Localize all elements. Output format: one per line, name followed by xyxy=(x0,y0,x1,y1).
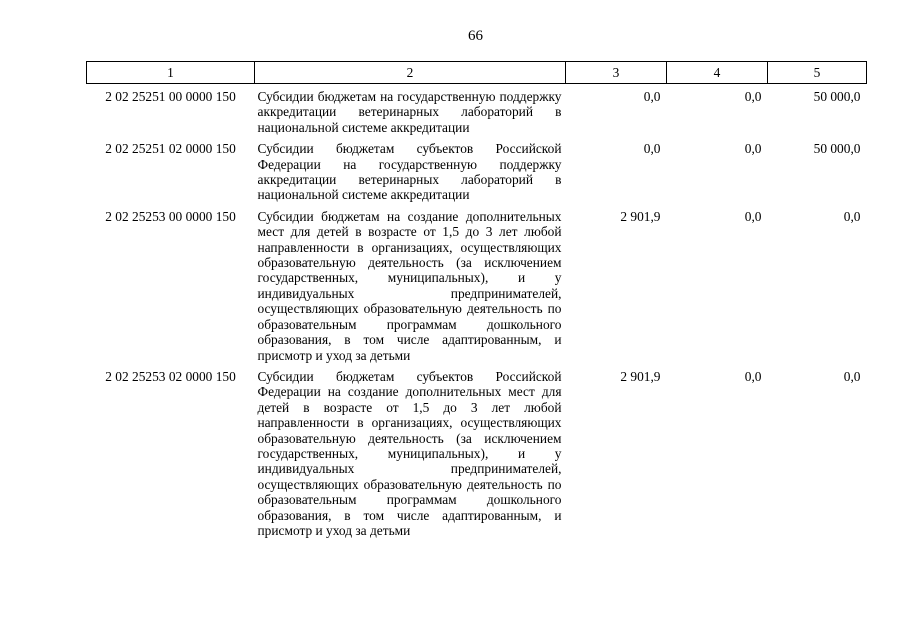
value-col5-cell: 0,0 xyxy=(843,368,861,384)
budget-code-cell: 2 02 25251 02 0000 150 xyxy=(105,141,236,157)
value-col4-cell: 0,0 xyxy=(744,141,762,157)
column-header-1: 1 xyxy=(87,62,255,84)
value-col5-cell: 50 000,0 xyxy=(813,89,861,104)
budget-code-cell: 2 02 25251 00 0000 150 xyxy=(105,89,236,104)
budget-code-cell: 2 02 25253 00 0000 150 xyxy=(105,208,236,224)
budget-table xyxy=(86,61,867,539)
column-header-4: 4 xyxy=(667,62,768,84)
description-cell: Субсидии бюджетам субъектов Российской Федерации на государственную поддержку аккредитации ветеринарных лабораторий в национальной системе аккредитации xyxy=(257,141,562,203)
description-cell: Субсидии бюджетам на создание дополнительных мест для детей в возрасте от 1,5 до 3 лет любой направленности в организациях, осуществляющих образовательную деятельность (за исключением государственных, муниципальных), и у индивидуальных предпринимателей, осуществляющих образовательную деятельность по образовательным программам дошкольного образования, в том числе адаптированным, и присмотр и уход за детьми xyxy=(257,208,562,363)
budget-code-cell: 2 02 25253 02 0000 150 xyxy=(105,368,236,384)
value-col3-cell: 2 901,9 xyxy=(620,368,661,384)
value-col3-cell: 2 901,9 xyxy=(620,208,661,224)
table-row xyxy=(87,204,867,364)
table-header-row xyxy=(87,62,867,84)
value-col4-cell: 0,0 xyxy=(744,89,762,104)
table-row xyxy=(87,136,867,204)
value-col4-cell: 0,0 xyxy=(744,208,762,224)
value-col3-cell: 0,0 xyxy=(643,141,661,157)
value-col5-cell: 0,0 xyxy=(843,208,861,224)
column-header-3: 3 xyxy=(566,62,667,84)
page-number: 66 xyxy=(468,28,483,44)
column-header-5: 5 xyxy=(768,62,867,84)
value-col3-cell: 0,0 xyxy=(643,89,661,104)
table-row xyxy=(87,84,867,137)
value-col5-cell: 50 000,0 xyxy=(813,141,861,157)
table-row xyxy=(87,364,867,539)
description-cell: Субсидии бюджетам на государственную поддержку аккредитации ветеринарных лабораторий в национальной системе аккредитации xyxy=(257,89,562,135)
value-col4-cell: 0,0 xyxy=(744,368,762,384)
column-header-2: 2 xyxy=(255,62,566,84)
description-cell: Субсидии бюджетам субъектов Российской Федерации на создание дополнительных мест для детей в возрасте от 1,5 до 3 лет любой направленности в организациях, осуществляющих образовательную деятельность (за исключением государственных, муниципальных), и у индивидуальных предпринимателей, осуществляющих образовательную деятельность по образовательным программам дошкольного образования, в том числе адаптированным, и присмотр и уход за детьми xyxy=(257,368,562,538)
